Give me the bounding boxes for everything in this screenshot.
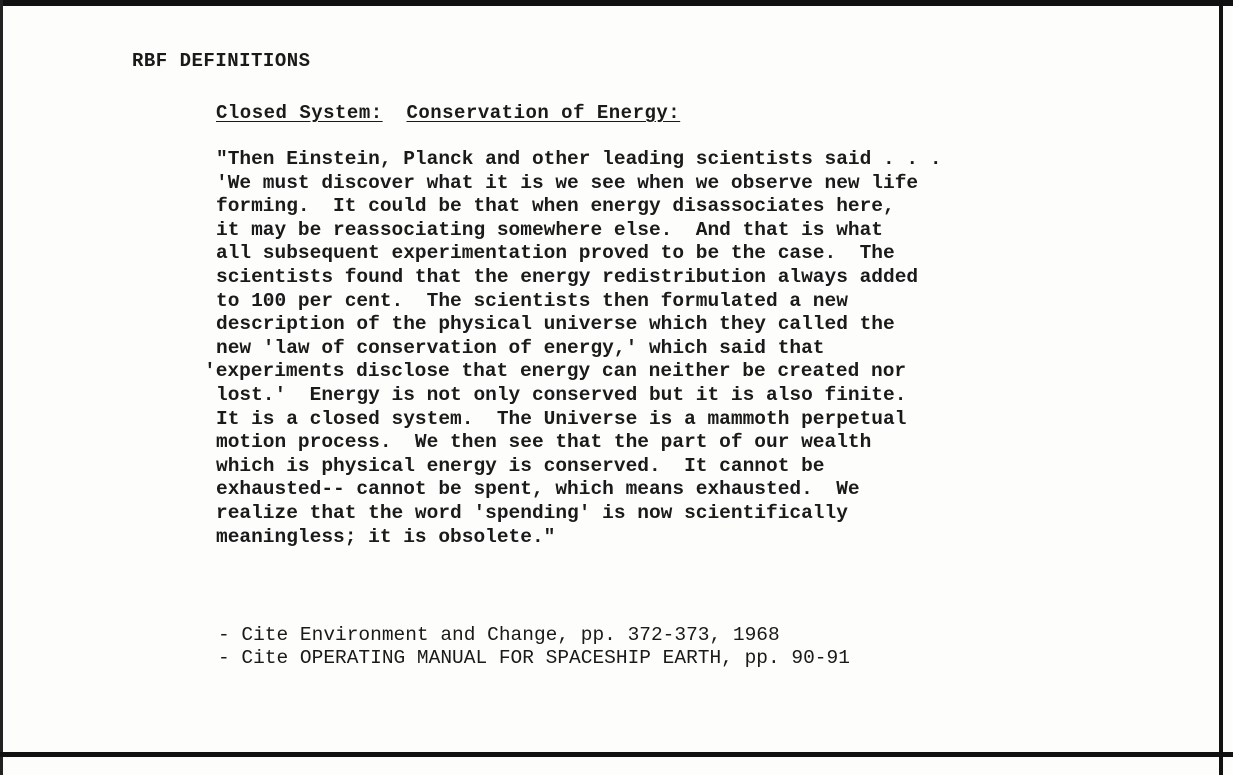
quote-line: new 'law of conservation of energy,' which said that: [216, 336, 825, 359]
quote-line: motion process. We then see that the part of our wealth: [216, 431, 872, 454]
bottom-border: [0, 752, 1233, 757]
right-border: [1219, 0, 1223, 775]
definition-term: Closed System:: [216, 102, 383, 124]
definition-title: [216, 102, 680, 124]
citation-item: - Cite Environment and Change, pp. 372-373, 1968: [218, 624, 780, 646]
left-border: [0, 0, 3, 775]
quote-line: it may be reassociating somewhere else. And that is what: [216, 218, 884, 241]
quote-line: scientists found that the energy redistribution always added: [216, 265, 919, 288]
quote-line: all subsequent experimentation proved to be the case. The: [216, 242, 895, 265]
quote-line: to 100 per cent. The scientists then formulated a new: [216, 289, 848, 312]
quote-line: exhausted-- cannot be spent, which means exhausted. We: [216, 478, 860, 501]
quote-line: "Then Einstein, Planck and other leading scientists said . . .: [216, 148, 942, 170]
quote-line: forming. It could be that when energy disassociates here,: [216, 195, 895, 218]
page-title: RBF DEFINITIONS: [132, 50, 311, 72]
quote-line: 'experiments disclose that energy can neither be created nor: [204, 360, 907, 383]
quote-line: meaningless; it is obsolete.": [216, 525, 556, 548]
quote-line: 'We must discover what it is we see when we observe new life: [216, 171, 919, 194]
quote-line: lost.' Energy is not only conserved but it is also finite.: [216, 383, 907, 406]
citation-item: - Cite OPERATING MANUAL FOR SPACESHIP EARTH, pp. 90-91: [218, 647, 850, 669]
definition-subterm: Conservation of Energy:: [406, 102, 681, 124]
quote-line: It is a closed system. The Universe is a mammoth perpetual: [216, 407, 907, 430]
quote-line: description of the physical universe which they called the: [216, 313, 895, 336]
quote-line: which is physical energy is conserved. It cannot be: [216, 454, 825, 477]
quote-line: realize that the word 'spending' is now scientifically: [216, 501, 848, 524]
citations: [218, 624, 850, 670]
quote-block: [204, 148, 1096, 549]
top-border: [0, 0, 1233, 6]
